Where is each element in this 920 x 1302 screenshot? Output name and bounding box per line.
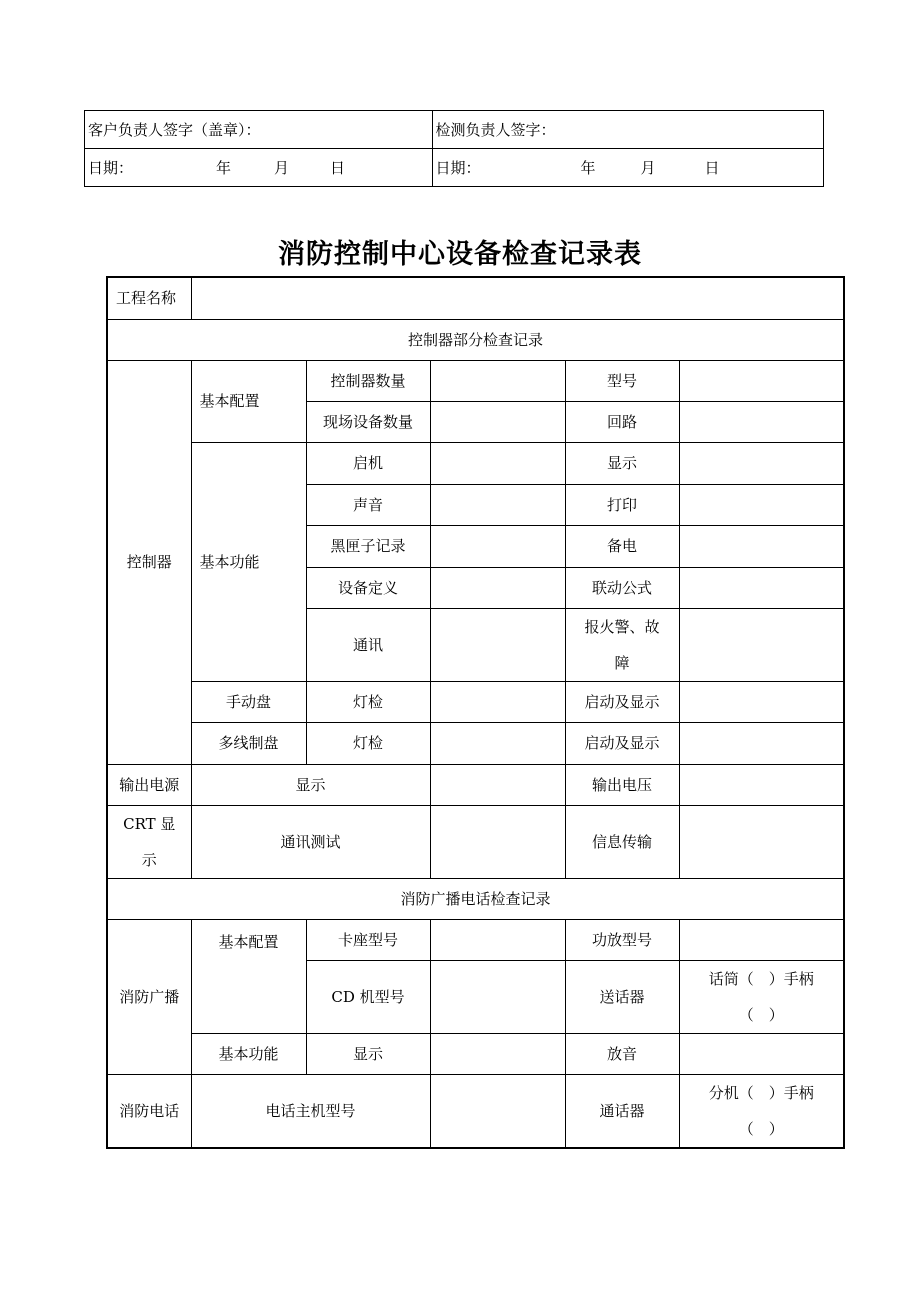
value-cell[interactable] xyxy=(430,608,565,681)
year-label: 年 xyxy=(580,159,596,177)
value-cell[interactable] xyxy=(430,722,565,764)
project-name-label: 工程名称 xyxy=(107,277,191,319)
month-label: 月 xyxy=(274,159,290,177)
item-label: 电话主机型号 xyxy=(191,1074,430,1148)
item-label: 打印 xyxy=(565,484,679,525)
value-cell[interactable] xyxy=(430,484,565,525)
date-label: 日期： xyxy=(88,159,134,177)
value-cell[interactable] xyxy=(679,722,844,764)
value-cell[interactable] xyxy=(430,360,565,401)
inspection-table xyxy=(106,276,845,1149)
value-cell[interactable] xyxy=(679,442,844,484)
value-cell[interactable] xyxy=(679,360,844,401)
day-label: 日 xyxy=(330,159,346,177)
value-cell[interactable] xyxy=(679,805,844,878)
item-label: 输出电压 xyxy=(565,764,679,805)
value-cell[interactable] xyxy=(679,919,844,960)
value-cell[interactable] xyxy=(679,484,844,525)
basic-config-label: 基本配置 xyxy=(191,360,306,442)
month-label: 月 xyxy=(640,159,656,177)
value-cell[interactable] xyxy=(679,681,844,722)
inspector-signature-field[interactable] xyxy=(432,111,823,149)
value-cell[interactable] xyxy=(430,919,565,960)
broadcast-config-label: 基本配置 xyxy=(191,919,306,1033)
item-label: 显示 xyxy=(565,442,679,484)
date-label: 日期： xyxy=(435,159,481,177)
broadcast-function-label: 基本功能 xyxy=(191,1033,306,1074)
value-cell[interactable] xyxy=(430,805,565,878)
value-cell[interactable] xyxy=(679,764,844,805)
item-label: 启动及显示 xyxy=(565,722,679,764)
value-cell[interactable] xyxy=(430,764,565,805)
item-label: 控制器数量 xyxy=(306,360,430,401)
item-label: 显示 xyxy=(191,764,430,805)
customer-signature-label: 客户负责人签字（盖章）： xyxy=(88,121,261,139)
basic-function-label: 基本功能 xyxy=(191,442,306,681)
item-label: 声音 xyxy=(306,484,430,525)
value-cell[interactable] xyxy=(679,567,844,608)
item-label: 设备定义 xyxy=(306,567,430,608)
item-label: 放音 xyxy=(565,1033,679,1074)
item-label: 信息传输 xyxy=(565,805,679,878)
inspector-date-field[interactable] xyxy=(432,149,823,187)
year-label: 年 xyxy=(216,159,232,177)
item-label: 型号 xyxy=(565,360,679,401)
item-label: 卡座型号 xyxy=(306,919,430,960)
page-title: 消防控制中心设备检查记录表 xyxy=(278,239,642,270)
item-label: 灯检 xyxy=(306,722,430,764)
value-cell[interactable] xyxy=(679,525,844,567)
value-cell[interactable]: 分机（ ）手柄（ ） xyxy=(679,1074,844,1148)
item-label: 回路 xyxy=(565,401,679,442)
project-name-input[interactable] xyxy=(191,277,844,319)
value-cell[interactable] xyxy=(679,401,844,442)
item-label: 功放型号 xyxy=(565,919,679,960)
value-cell[interactable]: 话筒（ ）手柄（ ） xyxy=(679,960,844,1033)
phone-label: 消防电话 xyxy=(107,1074,191,1148)
broadcast-label: 消防广播 xyxy=(107,919,191,1074)
customer-signature-field[interactable] xyxy=(85,111,433,149)
item-label: 启机 xyxy=(306,442,430,484)
item-label: 通讯 xyxy=(306,608,430,681)
item-label: 通话器 xyxy=(565,1074,679,1148)
item-label: 通讯测试 xyxy=(191,805,430,878)
value-cell[interactable] xyxy=(430,681,565,722)
value-cell[interactable] xyxy=(430,1033,565,1074)
value-cell[interactable] xyxy=(679,1033,844,1074)
item-label: 联动公式 xyxy=(565,567,679,608)
item-label: 显示 xyxy=(306,1033,430,1074)
controller-group-label: 控制器 xyxy=(107,360,191,764)
value-cell[interactable] xyxy=(679,608,844,681)
item-label: 报火警、故障 xyxy=(565,608,679,681)
inspector-signature-label: 检测负责人签字： xyxy=(435,121,556,139)
broadcast-section-heading: 消防广播电话检查记录 xyxy=(107,878,844,919)
item-label: CD 机型号 xyxy=(306,960,430,1033)
multiline-panel-label: 多线制盘 xyxy=(191,722,306,764)
day-label: 日 xyxy=(704,159,720,177)
value-cell[interactable] xyxy=(430,960,565,1033)
item-label: 备电 xyxy=(565,525,679,567)
value-cell[interactable] xyxy=(430,525,565,567)
item-label: 启动及显示 xyxy=(565,681,679,722)
value-cell[interactable] xyxy=(430,442,565,484)
value-cell[interactable] xyxy=(430,567,565,608)
value-cell[interactable] xyxy=(430,401,565,442)
manual-panel-label: 手动盘 xyxy=(191,681,306,722)
power-label: 输出电源 xyxy=(107,764,191,805)
customer-date-field[interactable] xyxy=(85,149,433,187)
value-cell[interactable] xyxy=(430,1074,565,1148)
crt-label: CRT 显示 xyxy=(107,805,191,878)
controller-section-heading: 控制器部分检查记录 xyxy=(107,319,844,360)
item-label: 灯检 xyxy=(306,681,430,722)
item-label: 现场设备数量 xyxy=(306,401,430,442)
signature-table xyxy=(84,110,824,187)
item-label: 送话器 xyxy=(565,960,679,1033)
item-label: 黑匣子记录 xyxy=(306,525,430,567)
